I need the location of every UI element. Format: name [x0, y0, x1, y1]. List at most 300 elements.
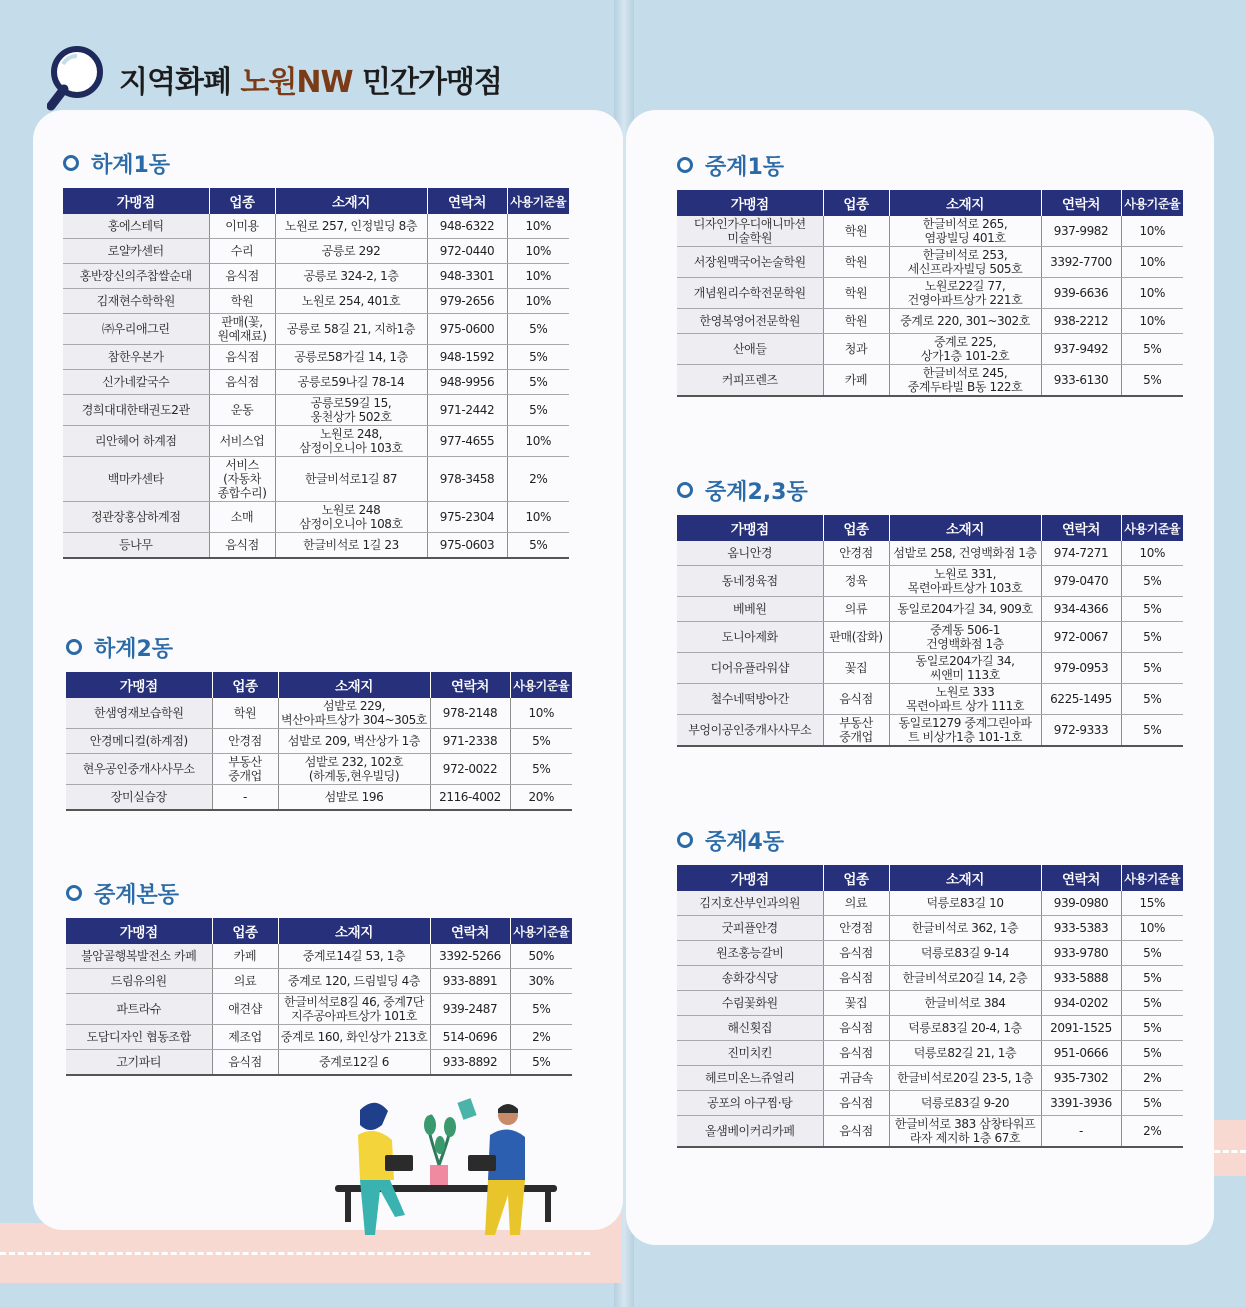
table-cell: 학원 — [209, 289, 275, 314]
table-cell: 불암골행복발전소 카페 — [66, 944, 212, 969]
table-row — [63, 289, 569, 314]
table-cell: 음식점 — [823, 1091, 889, 1116]
table-cell: 음식점 — [823, 1016, 889, 1041]
table-cell: 산애들 — [677, 334, 823, 365]
table-cell: 안경점 — [212, 729, 278, 754]
table-cell: 부동산 중개업 — [823, 715, 889, 747]
table-cell: 972-0022 — [430, 754, 510, 785]
table-cell: 5% — [1121, 941, 1183, 966]
section-title — [677, 150, 1183, 180]
table-cell: 971-2338 — [430, 729, 510, 754]
table-cell: 5% — [507, 533, 569, 559]
section-title-text: 하계1동 — [91, 152, 171, 178]
table-cell: 도담디자인 협동조합 — [66, 1025, 212, 1050]
table-row — [677, 941, 1183, 966]
table-cell: 의료 — [212, 969, 278, 994]
table-cell: 참한우본가 — [63, 345, 209, 370]
table-row — [63, 457, 569, 502]
table-cell: 학원 — [212, 698, 278, 729]
table-cell: 진미치킨 — [677, 1041, 823, 1066]
table-cell: 김재현수학학원 — [63, 289, 209, 314]
table-cell: 939-2487 — [430, 994, 510, 1025]
table-cell: 6225-1495 — [1041, 684, 1121, 715]
table-cell: 신가네칼국수 — [63, 370, 209, 395]
table-cell: 중계로14길 53, 1층 — [278, 944, 430, 969]
table-cell: 10% — [1121, 278, 1183, 309]
circle-bullet-icon — [66, 885, 82, 901]
table-cell: 노원로 254, 401호 — [275, 289, 427, 314]
table-cell: 등나무 — [63, 533, 209, 559]
table-cell: 백마카센타 — [63, 457, 209, 502]
table-cell: 10% — [1121, 247, 1183, 278]
table-cell: 중계동 506-1 건영백화점 1층 — [889, 622, 1041, 653]
column-header: 가맹점 — [63, 188, 209, 214]
table-header-row — [63, 188, 569, 214]
table-cell: 노원로 257, 인정빌딩 8층 — [275, 214, 427, 239]
table-header-row — [66, 672, 572, 698]
table-cell: 커피프렌즈 — [677, 365, 823, 397]
merchant-table — [63, 188, 569, 559]
table-cell: 5% — [1121, 653, 1183, 684]
table-cell: 977-4655 — [427, 426, 507, 457]
table-cell: 음식점 — [823, 941, 889, 966]
table-row — [66, 698, 572, 729]
table-cell: 음식점 — [823, 1116, 889, 1148]
table-cell: 의료 — [823, 891, 889, 916]
table-row — [66, 729, 572, 754]
table-cell: 5% — [1121, 991, 1183, 1016]
merchant-table — [677, 515, 1183, 747]
table-cell: 해신횟집 — [677, 1016, 823, 1041]
table-cell: 5% — [1121, 1041, 1183, 1066]
table-row — [677, 216, 1183, 247]
table-cell: 935-7302 — [1041, 1066, 1121, 1091]
table-cell: 학원 — [823, 247, 889, 278]
table-row — [63, 314, 569, 345]
section-junggye23 — [677, 475, 1183, 747]
column-header: 소재지 — [889, 865, 1041, 891]
table-cell: 중계로 120, 드림빌딩 4층 — [278, 969, 430, 994]
table-cell: 979-0953 — [1041, 653, 1121, 684]
table-row — [677, 1091, 1183, 1116]
table-cell: 정관장홍삼하계점 — [63, 502, 209, 533]
table-cell: 10% — [510, 698, 572, 729]
table-row — [677, 653, 1183, 684]
table-cell: 한글비석로 245, 중계두타빌 B동 122호 — [889, 365, 1041, 397]
table-cell: 2116-4002 — [430, 785, 510, 811]
table-row — [677, 541, 1183, 566]
table-cell: 30% — [510, 969, 572, 994]
column-header: 업종 — [823, 190, 889, 216]
table-cell: - — [212, 785, 278, 811]
table-cell: 꽃집 — [823, 653, 889, 684]
table-cell: 979-0470 — [1041, 566, 1121, 597]
table-row — [63, 264, 569, 289]
table-cell: 귀금속 — [823, 1066, 889, 1091]
table-cell: 공포의 아구찜·탕 — [677, 1091, 823, 1116]
table-cell: 노원로22길 77, 건영아파트상가 221호 — [889, 278, 1041, 309]
table-cell: 933-8891 — [430, 969, 510, 994]
table-cell: 고기파티 — [66, 1050, 212, 1076]
table-cell: 덕릉로83길 20-4, 1층 — [889, 1016, 1041, 1041]
table-row — [677, 891, 1183, 916]
table-cell: 판매(잡화) — [823, 622, 889, 653]
table-cell: 15% — [1121, 891, 1183, 916]
table-cell: 5% — [1121, 966, 1183, 991]
merchant-table — [66, 672, 572, 811]
table-row — [66, 994, 572, 1025]
table-cell: 드림유의원 — [66, 969, 212, 994]
table-cell: 안경메디컬(하계점) — [66, 729, 212, 754]
table-cell: 노원로 248 삼정이오니아 108호 — [275, 502, 427, 533]
table-row — [63, 370, 569, 395]
table-row — [677, 1066, 1183, 1091]
table-cell: 5% — [507, 345, 569, 370]
table-cell: 원조홍능갈비 — [677, 941, 823, 966]
table-row — [63, 395, 569, 426]
table-cell: 5% — [507, 395, 569, 426]
table-cell: 음식점 — [209, 533, 275, 559]
table-cell: 중계로 225, 상가1층 101-2호 — [889, 334, 1041, 365]
table-cell: 음식점 — [823, 1041, 889, 1066]
table-header-row — [66, 918, 572, 944]
table-cell: 섬밭로 229, 벽산아파트상가 304~305호 — [278, 698, 430, 729]
table-cell: 3391-3936 — [1041, 1091, 1121, 1116]
column-header: 가맹점 — [677, 190, 823, 216]
table-cell: 2091-1525 — [1041, 1016, 1121, 1041]
table-cell: 937-9982 — [1041, 216, 1121, 247]
section-title — [63, 148, 569, 178]
column-header: 연락처 — [1041, 865, 1121, 891]
table-cell: 공릉로58가길 14, 1층 — [275, 345, 427, 370]
table-cell: 노원로 248, 삼정이오니아 103호 — [275, 426, 427, 457]
table-cell: 10% — [507, 214, 569, 239]
table-cell: 951-0666 — [1041, 1041, 1121, 1066]
section-title-text: 중계2,3동 — [705, 479, 808, 505]
table-cell: 5% — [1121, 566, 1183, 597]
table-cell: 정육 — [823, 566, 889, 597]
table-header-row — [677, 865, 1183, 891]
table-cell: 덕릉로82길 21, 1층 — [889, 1041, 1041, 1066]
column-header: 사용기준율 — [510, 672, 572, 698]
table-cell: 934-4366 — [1041, 597, 1121, 622]
column-header: 가맹점 — [677, 515, 823, 541]
table-cell: 송화강식당 — [677, 966, 823, 991]
table-row — [677, 278, 1183, 309]
table-cell: 학원 — [823, 216, 889, 247]
table-cell: 한글비석로1길 87 — [275, 457, 427, 502]
table-cell: 5% — [510, 994, 572, 1025]
table-cell: 5% — [510, 729, 572, 754]
table-cell: 933-5383 — [1041, 916, 1121, 941]
section-hagye2 — [66, 632, 572, 811]
table-cell: 10% — [507, 502, 569, 533]
column-header: 사용기준율 — [510, 918, 572, 944]
table-cell: 개념원리수학전문학원 — [677, 278, 823, 309]
column-header: 가맹점 — [66, 918, 212, 944]
section-title — [66, 632, 572, 662]
table-cell: 안경점 — [823, 916, 889, 941]
table-cell: 리안헤어 하계점 — [63, 426, 209, 457]
table-cell: 소매 — [209, 502, 275, 533]
table-cell: 10% — [507, 426, 569, 457]
table-cell: ㈜우리애그린 — [63, 314, 209, 345]
circle-bullet-icon — [66, 639, 82, 655]
table-cell: 섬밭로 209, 벽산상가 1층 — [278, 729, 430, 754]
table-cell: 2% — [510, 1025, 572, 1050]
table-cell: 10% — [507, 289, 569, 314]
table-cell: 동일로204가길 34, 씨앤미 113호 — [889, 653, 1041, 684]
table-row — [677, 247, 1183, 278]
table-row — [677, 365, 1183, 397]
table-cell: 공릉로59길 15, 웅천상가 502호 — [275, 395, 427, 426]
section-title-text: 중계4동 — [705, 829, 785, 855]
table-cell: 한글비석로 384 — [889, 991, 1041, 1016]
table-cell: 안경점 — [823, 541, 889, 566]
column-header: 가맹점 — [66, 672, 212, 698]
table-cell: 올샘베이커리카페 — [677, 1116, 823, 1148]
table-cell: 한글비석로 383 삼창타워프 라자 제지하 1층 67호 — [889, 1116, 1041, 1148]
table-cell: 948-9956 — [427, 370, 507, 395]
table-cell: 노원로 333 목련아파트 상가 111호 — [889, 684, 1041, 715]
table-cell: 10% — [507, 239, 569, 264]
table-cell: 경희대대한태권도2관 — [63, 395, 209, 426]
table-cell: 948-6322 — [427, 214, 507, 239]
table-cell: 50% — [510, 944, 572, 969]
table-cell: 꽃집 — [823, 991, 889, 1016]
section-junggyebon — [66, 878, 572, 1076]
table-cell: 5% — [1121, 622, 1183, 653]
table-cell: 섬밭로 232, 102호 (하계동,현우빌딩) — [278, 754, 430, 785]
section-title — [66, 878, 572, 908]
table-cell: 5% — [1121, 1091, 1183, 1116]
table-cell: 헤르미온느쥬얼리 — [677, 1066, 823, 1091]
table-cell: 972-0067 — [1041, 622, 1121, 653]
section-title-text: 하계2동 — [94, 636, 174, 662]
table-cell: 공릉로 324-2, 1층 — [275, 264, 427, 289]
merchant-table — [677, 865, 1183, 1148]
table-cell: 10% — [1121, 309, 1183, 334]
table-row — [66, 969, 572, 994]
table-cell: 공릉로 58길 21, 지하1층 — [275, 314, 427, 345]
column-header: 사용기준율 — [507, 188, 569, 214]
page-header — [47, 44, 502, 114]
table-cell: 933-6130 — [1041, 365, 1121, 397]
table-cell: 978-3458 — [427, 457, 507, 502]
column-header: 사용기준율 — [1121, 865, 1183, 891]
column-header: 업종 — [823, 865, 889, 891]
table-cell: 공릉로 292 — [275, 239, 427, 264]
table-row — [677, 684, 1183, 715]
table-cell: 975-2304 — [427, 502, 507, 533]
table-row — [66, 1025, 572, 1050]
table-cell: 10% — [1121, 916, 1183, 941]
column-header: 소재지 — [278, 672, 430, 698]
table-row — [63, 502, 569, 533]
merchant-table — [66, 918, 572, 1076]
table-cell: 5% — [507, 370, 569, 395]
table-cell: 동일로204가길 34, 909호 — [889, 597, 1041, 622]
table-cell: 애견샵 — [212, 994, 278, 1025]
table-cell: 동일로1279 중계그린아파 트 비상가1층 101-1호 — [889, 715, 1041, 747]
table-cell: 섬밭로 258, 건영백화점 1층 — [889, 541, 1041, 566]
table-cell: 청과 — [823, 334, 889, 365]
table-row — [677, 309, 1183, 334]
table-cell: 이미용 — [209, 214, 275, 239]
table-cell: 운동 — [209, 395, 275, 426]
table-cell: 5% — [1121, 334, 1183, 365]
table-row — [677, 916, 1183, 941]
table-cell: 카페 — [823, 365, 889, 397]
table-cell: 한샘영재보습학원 — [66, 698, 212, 729]
column-header: 소재지 — [278, 918, 430, 944]
table-cell: 현우공인중개사사무소 — [66, 754, 212, 785]
table-cell: 939-6636 — [1041, 278, 1121, 309]
column-header: 연락처 — [427, 188, 507, 214]
table-cell: 한글비석로 1길 23 — [275, 533, 427, 559]
table-row — [677, 991, 1183, 1016]
table-cell: 학원 — [823, 309, 889, 334]
table-cell: 3392-5266 — [430, 944, 510, 969]
table-cell: 10% — [1121, 216, 1183, 247]
table-cell: 부동산 중개업 — [212, 754, 278, 785]
table-cell: 10% — [507, 264, 569, 289]
table-cell: 제조업 — [212, 1025, 278, 1050]
table-cell: 서비스 (자동차 종합수리) — [209, 457, 275, 502]
table-cell: 933-8892 — [430, 1050, 510, 1076]
section-title — [677, 825, 1183, 855]
table-cell: 학원 — [823, 278, 889, 309]
table-cell: 948-1592 — [427, 345, 507, 370]
table-cell: 5% — [1121, 597, 1183, 622]
table-cell: 디자인가우디애니마션 미술학원 — [677, 216, 823, 247]
table-row — [66, 1050, 572, 1076]
table-cell: 공릉로59나길 78-14 — [275, 370, 427, 395]
table-row — [66, 754, 572, 785]
table-cell: 972-9333 — [1041, 715, 1121, 747]
table-cell: 934-0202 — [1041, 991, 1121, 1016]
table-row — [677, 1041, 1183, 1066]
table-cell: 중계로12길 6 — [278, 1050, 430, 1076]
table-row — [63, 239, 569, 264]
table-cell: 중계로 160, 화인상가 213호 — [278, 1025, 430, 1050]
table-cell: 5% — [1121, 365, 1183, 397]
table-row — [677, 1016, 1183, 1041]
table-cell: 서장원맥국어논술학원 — [677, 247, 823, 278]
table-header-row — [677, 515, 1183, 541]
table-cell: 베베원 — [677, 597, 823, 622]
column-header: 연락처 — [1041, 515, 1121, 541]
table-cell: 975-0600 — [427, 314, 507, 345]
column-header: 업종 — [209, 188, 275, 214]
column-header: 소재지 — [275, 188, 427, 214]
table-cell: 5% — [510, 1050, 572, 1076]
table-row — [677, 622, 1183, 653]
section-title-text: 중계1동 — [705, 154, 785, 180]
circle-bullet-icon — [677, 157, 693, 173]
table-cell: 중계로 220, 301~302호 — [889, 309, 1041, 334]
table-cell: 5% — [510, 754, 572, 785]
table-cell: 5% — [507, 314, 569, 345]
table-cell: 948-3301 — [427, 264, 507, 289]
table-cell: 로얄카센터 — [63, 239, 209, 264]
table-cell: 972-0440 — [427, 239, 507, 264]
circle-bullet-icon — [677, 832, 693, 848]
column-header: 업종 — [212, 672, 278, 698]
section-junggye1 — [677, 150, 1183, 397]
table-row — [677, 597, 1183, 622]
people-on-bench-illustration — [330, 1095, 560, 1245]
table-row — [63, 214, 569, 239]
table-cell: 음식점 — [823, 966, 889, 991]
table-cell: 동네정육점 — [677, 566, 823, 597]
column-header: 연락처 — [430, 672, 510, 698]
table-cell: 수림꽃화원 — [677, 991, 823, 1016]
table-cell: 933-5888 — [1041, 966, 1121, 991]
table-row — [677, 566, 1183, 597]
table-cell: 3392-7700 — [1041, 247, 1121, 278]
table-cell: 한영복영어전문학원 — [677, 309, 823, 334]
table-cell: 한글비석로 265, 염광빌딩 401호 — [889, 216, 1041, 247]
circle-bullet-icon — [63, 155, 79, 171]
table-row — [63, 345, 569, 370]
table-cell: 974-7271 — [1041, 541, 1121, 566]
table-header-row — [677, 190, 1183, 216]
table-cell: 514-0696 — [430, 1025, 510, 1050]
table-row — [63, 426, 569, 457]
table-cell: 5% — [1121, 715, 1183, 747]
table-cell: 음식점 — [212, 1050, 278, 1076]
circle-bullet-icon — [677, 482, 693, 498]
table-cell: 975-0603 — [427, 533, 507, 559]
table-row — [677, 966, 1183, 991]
table-cell: 한글비석로20길 14, 2층 — [889, 966, 1041, 991]
section-junggye4 — [677, 825, 1183, 1148]
table-cell: 음식점 — [209, 370, 275, 395]
road-dash-left — [0, 1252, 590, 1255]
table-cell: 디어유플라워샵 — [677, 653, 823, 684]
table-cell: 덕릉로83길 10 — [889, 891, 1041, 916]
column-header: 사용기준율 — [1121, 515, 1183, 541]
table-cell: 939-0980 — [1041, 891, 1121, 916]
table-cell: 한글비석로 362, 1층 — [889, 916, 1041, 941]
table-cell: 2% — [1121, 1116, 1183, 1148]
table-cell: 2% — [507, 457, 569, 502]
table-cell: 한글비석로8길 46, 중계7단 지주공아파트상가 101호 — [278, 994, 430, 1025]
section-hagye1 — [63, 148, 569, 559]
table-row — [63, 533, 569, 559]
table-cell: 937-9492 — [1041, 334, 1121, 365]
table-cell: 10% — [1121, 541, 1183, 566]
column-header: 소재지 — [889, 190, 1041, 216]
table-cell: 음식점 — [823, 684, 889, 715]
table-cell: - — [1041, 1116, 1121, 1148]
table-cell: 부엉이공인중개사사무소 — [677, 715, 823, 747]
table-cell: 20% — [510, 785, 572, 811]
table-row — [66, 944, 572, 969]
table-cell: 김지호산부인과의원 — [677, 891, 823, 916]
table-cell: 판매(꽃, 원예재료) — [209, 314, 275, 345]
table-cell: 971-2442 — [427, 395, 507, 426]
column-header: 가맹점 — [677, 865, 823, 891]
table-cell: 한글비석로20길 23-5, 1층 — [889, 1066, 1041, 1091]
section-title — [677, 475, 1183, 505]
column-header: 업종 — [212, 918, 278, 944]
table-cell: 옴니안경 — [677, 541, 823, 566]
table-cell: 938-2212 — [1041, 309, 1121, 334]
table-cell: 978-2148 — [430, 698, 510, 729]
merchant-table — [677, 190, 1183, 397]
